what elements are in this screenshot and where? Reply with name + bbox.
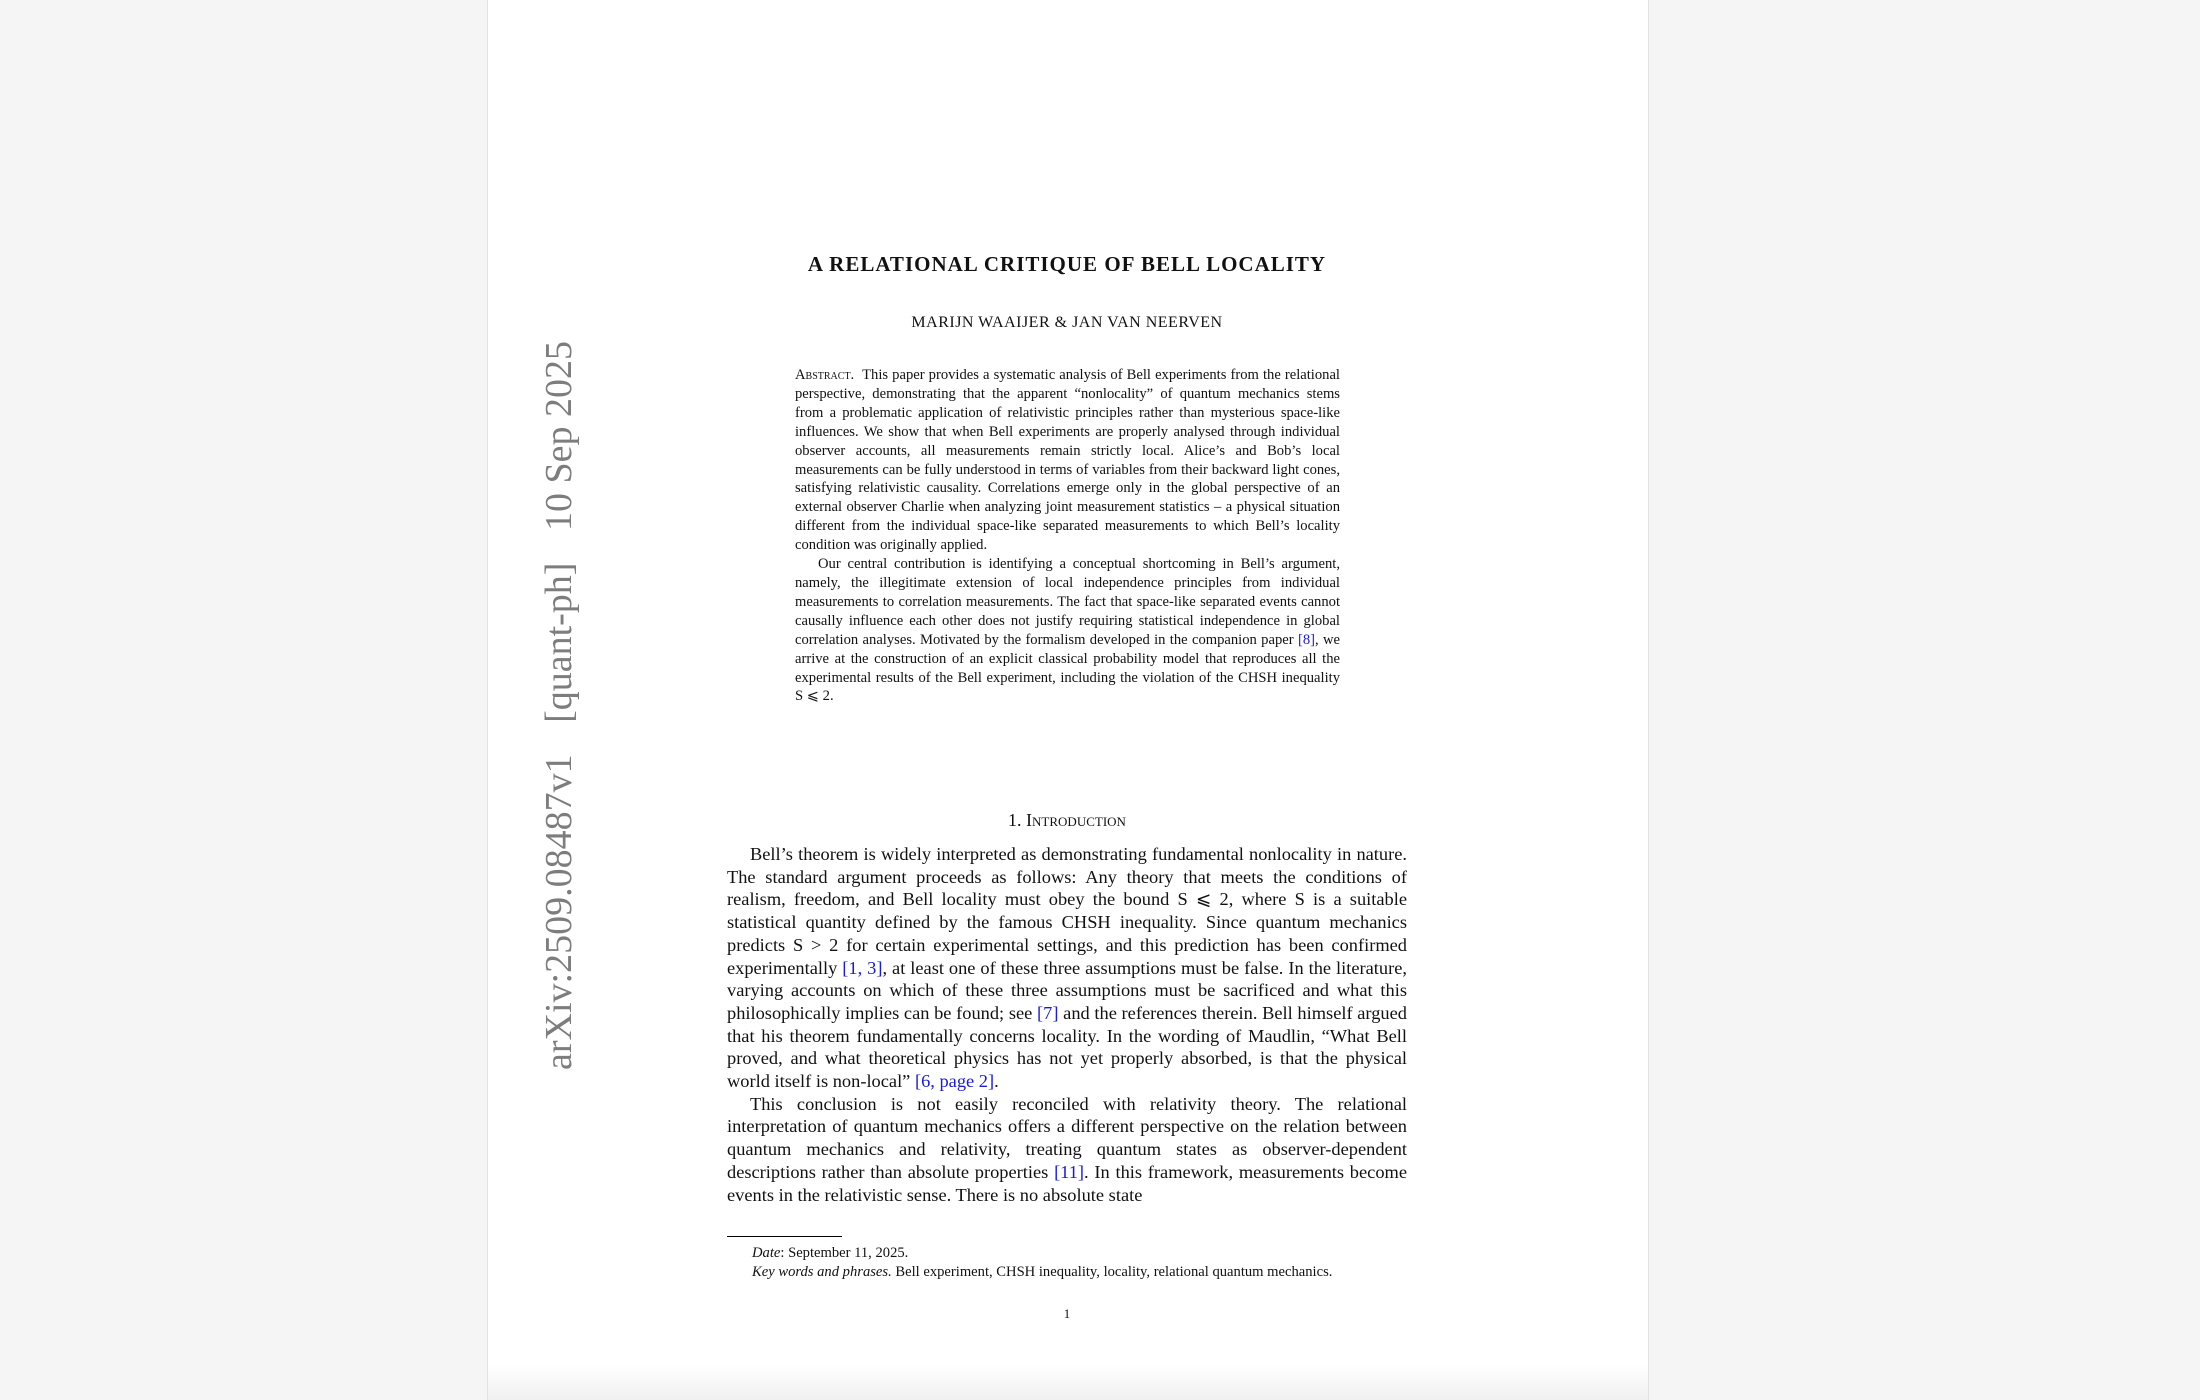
keywords-value: Bell experiment, CHSH inequality, locality, relational quantum mechanics. [891, 1263, 1333, 1280]
citation-link[interactable]: [7] [1037, 1002, 1059, 1023]
abstract-paragraph-2 [795, 555, 1340, 706]
body-paragraph-1 [727, 843, 1407, 1093]
abstract-text-2a: Our central contribution is identifying a conceptual shortcoming in Bell’s argument, namely, the illegitimate extension of local independence principles from individual measurements to correlation measurements. The fact that space-like separated events cannot causally influence each other does not justify requiring statistical independence in global correlation analyses. Motivated by the formalism developed in the companion paper [795, 556, 1340, 648]
page-bottom-shadow [488, 1364, 1648, 1400]
section-heading [727, 810, 1407, 831]
footnote-rule [727, 1236, 842, 1237]
body-paragraph-2 [727, 1093, 1407, 1207]
abstract-label: Abstract. [795, 367, 855, 383]
paper-title: A RELATIONAL CRITIQUE OF BELL LOCALITY [807, 252, 1327, 276]
section-number: 1. [1008, 810, 1022, 830]
body-text-1a: Bell’s theorem is widely interpreted as demonstrating fundamental nonlocality in nature. The standard argument proceeds as follows: Any theory that meets the conditions of realism, freedom, and Bell locality must obey the bound S ⩽ 2, where S is a suitable statistical quantity defined by the famous CHSH inequality. Since quantum mechanics predicts S > 2 for certain experimental settings, and this prediction has been confirmed experimentally [727, 844, 1407, 978]
paper-authors: MARIJN WAAIJER & JAN VAN NEERVEN [911, 314, 1223, 331]
abstract-text-1: This paper provides a systematic analysis of Bell experiments from the relational perspective, demonstrating that the apparent “nonlocality” of quantum mechanics stems from a problematic application of relativistic principles rather than mysterious space-like influences. We show that when Bell experiments are properly analysed through individual observer accounts, all measurements remain strictly local. Alice’s and Bob’s local measurements can be fully understood in terms of variables from their backward light cones, satisfying relativistic causality. Correlations emerge only in the global perspective of an external observer Charlie when analyzing joint measurement statistics – a physical situation different from the individual space-like separated measurements to which Bell’s locality condition was originally applied. [795, 367, 1340, 554]
section-title: Introduction [1026, 810, 1126, 830]
abstract [795, 366, 1340, 706]
arxiv-category: [quant-ph] [538, 562, 580, 723]
date-value: : September 11, 2025. [780, 1245, 909, 1261]
date-label: Date [752, 1245, 781, 1261]
footnotes [727, 1244, 1407, 1281]
citation-link[interactable]: [1, 3] [842, 957, 883, 978]
arxiv-id: arXiv:2509.08487v1 [538, 754, 580, 1070]
arxiv-side-stamp [537, 319, 581, 1070]
citation-link[interactable]: [11] [1054, 1161, 1085, 1182]
footnote-keywords [727, 1263, 1407, 1282]
arxiv-date: 10 Sep 2025 [538, 341, 580, 532]
page-number: 1 [1063, 1306, 1071, 1321]
citation-link[interactable]: [6, page 2] [914, 1071, 995, 1092]
body-text-1c: and the references therein. Bell himself argued that his theorem fundamentally concerns locality. In the wording of Maudlin, “What Bell proved, and what theoretical physics has not yet properly absorbed, is that the physical world itself is non-local” [727, 1002, 1407, 1092]
footnote-date [727, 1244, 1407, 1263]
body-text-1d: . [994, 1071, 999, 1092]
citation-link[interactable]: [8] [1297, 631, 1315, 648]
introduction-body [727, 843, 1407, 1206]
keywords-label: Key words and phrases. [752, 1263, 892, 1280]
body-text-2a: This conclusion is not easily reconciled with relativity theory. The relational interpretation of quantum mechanics offers a different perspective on the relation between quantum mechanics and relativity, treating quantum states as observer-dependent descriptions rather than absolute properties [727, 1093, 1407, 1182]
body-text-2b: . In this framework, measurements become events in the relativistic sense. There is no absolute state [727, 1161, 1407, 1205]
abstract-paragraph-1 [795, 366, 1340, 555]
abstract-text-2b: , we arrive at the construction of an explicit classical probability model that reproduces all the experimental results of the Bell experiment, including the violation of the CHSH inequality S ⩽ 2. [795, 631, 1340, 705]
body-text-1b: , at least one of these three assumptions must be false. In the literature, varying accounts on which of these three assumptions must be sacrificed and what this philosophically implies can be found; see [727, 957, 1407, 1023]
